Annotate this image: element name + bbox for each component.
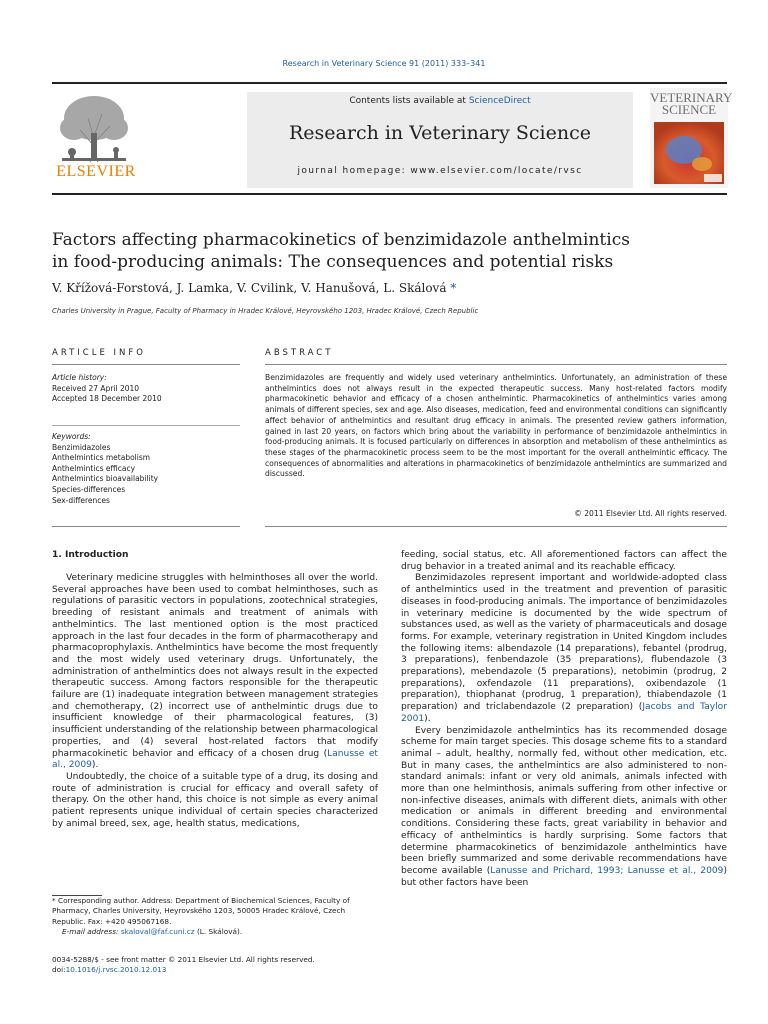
- paragraph: [52, 573, 378, 772]
- corresponding-author-mark[interactable]: *: [450, 281, 457, 295]
- abstract-copyright: © 2011 Elsevier Ltd. All rights reserved.: [574, 509, 727, 518]
- cover-title: [650, 90, 733, 117]
- accepted-date: Accepted 18 December 2010: [52, 394, 162, 404]
- paragraph-text: ).: [424, 713, 431, 724]
- front-matter-line: 0034-5288/$ - see front matter © 2011 Elsevier Ltd. All rights reserved.: [52, 955, 315, 964]
- doi-link[interactable]: 10.1016/j.rvsc.2010.12.013: [65, 965, 167, 975]
- contents-prefix: Contents lists available at: [349, 96, 469, 106]
- paragraph-text: ) but other factors have been: [401, 865, 728, 888]
- paragraph-text: ).: [91, 760, 99, 771]
- article-title: [52, 229, 672, 273]
- corresponding-author-note: * Corresponding author. Address: Department of Biochemical Sciences, Faculty of Pharmacy, Charles University, Heyrovského 1203, 50005 Hradec Králové, Czech Republic. Fax: +420 495067168.: [52, 896, 350, 926]
- elsevier-wordmark: ELSEVIER: [56, 163, 136, 180]
- abstract-bottom-rule: [265, 526, 727, 527]
- article-title-line1: Factors affecting pharmacokinetics of benzimidazole anthelmintics: [52, 230, 630, 250]
- article-history: [52, 373, 242, 405]
- keyword-item: Species-differences: [52, 484, 126, 494]
- article-info-heading: ARTICLE INFO: [52, 348, 146, 358]
- body-column-right: [401, 550, 727, 889]
- paragraph-continued: feeding, social status, etc. All aforementioned factors can affect the drug behavior in a treated animal and its reachable efficacy.: [401, 550, 727, 572]
- paragraph-text: Veterinary medicine struggles with helminthoses all over the world. Several approaches have been used to combat helminthoses, such as regulations of parasitic vectors in populations, zootechnical strategies, breeding of resistant animals and treatment of animals with anthelmintics. The last mentioned option is the most practiced approach in the last four decades in the form of pharmacotherapy and pharmacoprophylaxis. Anthelmintics have become the most frequently and the most widely used veterinary drugs. Unfortunately, the administration of anthelmintics does not always result in the expected therapeutic success. Among factors responsible for the therapeutic failure are (1) inadequate integration between management strategies and chemotherapy, (2) incorrect use of anthelmintic drugs due to insufficient knowledge of their pharmacological features, (3) insufficient understanding of the relationship between pharmacological properties, and (4) several host-related factors that modify pharmacokinetic behavior and efficacy of a chosen drug (: [52, 573, 378, 759]
- section-heading-introduction: 1. Introduction: [52, 550, 129, 560]
- article-info-rule: [52, 364, 240, 365]
- abstract-heading: ABSTRACT: [265, 348, 334, 358]
- citation-link[interactable]: Jacobs and Taylor 2001: [401, 702, 727, 724]
- keyword-item: Sex-differences: [52, 495, 110, 505]
- article-info-bottom-rule: [52, 526, 240, 527]
- received-date: Received 27 April 2010: [52, 383, 140, 393]
- abstract-text: Benzimidazoles are frequently and widely used veterinary anthelmintics. Unfortunately, an administration of these anthelmintics does not always result in the expected therapeutic success. Many host-related factors modify pharmacokinetic behavior and efficacy of a chosen anthelmintic. Pharmacokinetics of anthelmintics varies among animals of different species, sex and age. Also diseases, medication, feed and environmental conditions can significantly affect behavior of anthelmintics and resultant drug efficacy in animals. The presented review gathers information, gained in last 20 years, on factors which bring about the variability in performance of benzimidazole anthelmintics in food-producing animals. It is focused particularly on differences in absorption and metabolism of these anthelmintics as these stages of the pharmacokinetic process seem to be the most important for the overall anthelmintic efficacy. The consequences of abnormalities and alterations in pharmacokinetics of benzimidazole anthelmintics are summarized and discussed.: [265, 373, 727, 479]
- keywords-label: Keywords:: [52, 432, 91, 441]
- journal-title: Research in Veterinary Science: [288, 122, 591, 144]
- doi-label: doi:: [52, 965, 66, 975]
- journal-citation-link[interactable]: Research in Veterinary Science 91 (2011) 333–341: [282, 59, 486, 68]
- header-rule-bottom: [52, 193, 727, 195]
- email-link[interactable]: skaloval@faf.cuni.cz: [120, 926, 195, 936]
- email-label: E-mail address:: [62, 926, 121, 936]
- history-label: Article history:: [52, 373, 107, 382]
- doi-line: [52, 965, 378, 975]
- citation-link[interactable]: Lanusse et al., 2009: [52, 748, 378, 771]
- citation-link[interactable]: Lanusse and Prichard, 1993; Lanusse et al., 2009: [490, 865, 724, 876]
- header-rule-top: [52, 82, 727, 84]
- article-info-divider: [52, 425, 240, 426]
- keyword-item: Anthelmintics bioavailability: [52, 474, 159, 484]
- cover-title-line2: SCIENCE: [661, 102, 717, 117]
- paragraph: [401, 726, 727, 890]
- sciencedirect-link[interactable]: ScienceDirect: [468, 96, 531, 106]
- email-suffix: (L. Skálová).: [194, 926, 243, 936]
- abstract-rule: [265, 364, 727, 365]
- keywords-list: [52, 432, 242, 506]
- journal-homepage[interactable]: journal homepage: www.elsevier.com/locate/rvsc: [297, 166, 583, 176]
- paragraph-text: Every benzimidazole anthelmintics has its recommended dosage scheme for main target species. This dosage scheme fits to a standard animal – adult, healthy, normally fed, without other medication, etc. But in many cases, the anthelmintics are also administered to non-standard animals: infant or very old animals, animals infected with more than one helminthosis, animals suffering from other infective or non-infective diseases, animals with different diets, animals with other medication or animals in different breeding and environmental conditions. Considering these facts, great variability in behavior and efficacy of anthelmintics is hardly surprising. Some factors that determine pharmacokinetics of benzimidazole anthelmintics have been briefly summarized and some derivable recommendations have become available (: [401, 725, 727, 876]
- paragraph-text: Benzimidazoles represent important and worldwide-adopted class of anthelmintics used in the treatment and prevention of parasitic diseases in food-producing animals. The importance of benzimidazoles in veterinary medicine is documented by the wide spectrum of substances used, as well as the variety of pharmaceuticals and dosage forms. For example, veterinary registration in United Kingdom includes the following items: albendazole (14 preparations), febantel (prodrug, 3 preparations), fenbendazole (35 preparations), flubendazole (3 preparations), mebendazole (5 preparations), netobimin (prodrug, 2 preparations), oxfendazole (11 preparations), oxibendazole (1 preparation), thiophanat (prodrug, 1 preparation), thiabendazole (1 preparation) and triclabendazole (2 preparation) (: [401, 573, 727, 713]
- paragraph: [401, 573, 727, 725]
- author-affiliation: Charles University in Prague, Faculty of Pharmacy in Hradec Králové, Heyrovského 1203, Hradec Králové, Czech Republic: [52, 307, 479, 315]
- email-line: [52, 927, 378, 937]
- article-title-line2: in food-producing animals: The consequences and potential risks: [52, 252, 614, 272]
- cover-title-line1: VETERINARY: [650, 90, 733, 105]
- body-column-left: [52, 573, 378, 830]
- keyword-item: Anthelmintics efficacy: [52, 463, 136, 473]
- authors-text: V. Křížová-Forstová, J. Lamka, V. Cvilink, V. Hanušová, L. Skálová: [52, 281, 447, 295]
- author-list: [52, 281, 456, 295]
- front-matter: [52, 955, 378, 976]
- keyword-item: Anthelmintics metabolism: [52, 453, 151, 463]
- corresponding-author-footnote: [52, 896, 378, 937]
- contents-available-line: [247, 96, 633, 106]
- keyword-item: Benzimidazoles: [52, 442, 111, 452]
- paragraph: Undoubtedly, the choice of a suitable type of a drug, its dosing and route of administration is crucial for efficacy and overall safety of therapy. On the other hand, this choice is not simple as every animal patient represents unique individual of certain species characterized by animal breed, sex, age, health status, medications,: [52, 771, 378, 829]
